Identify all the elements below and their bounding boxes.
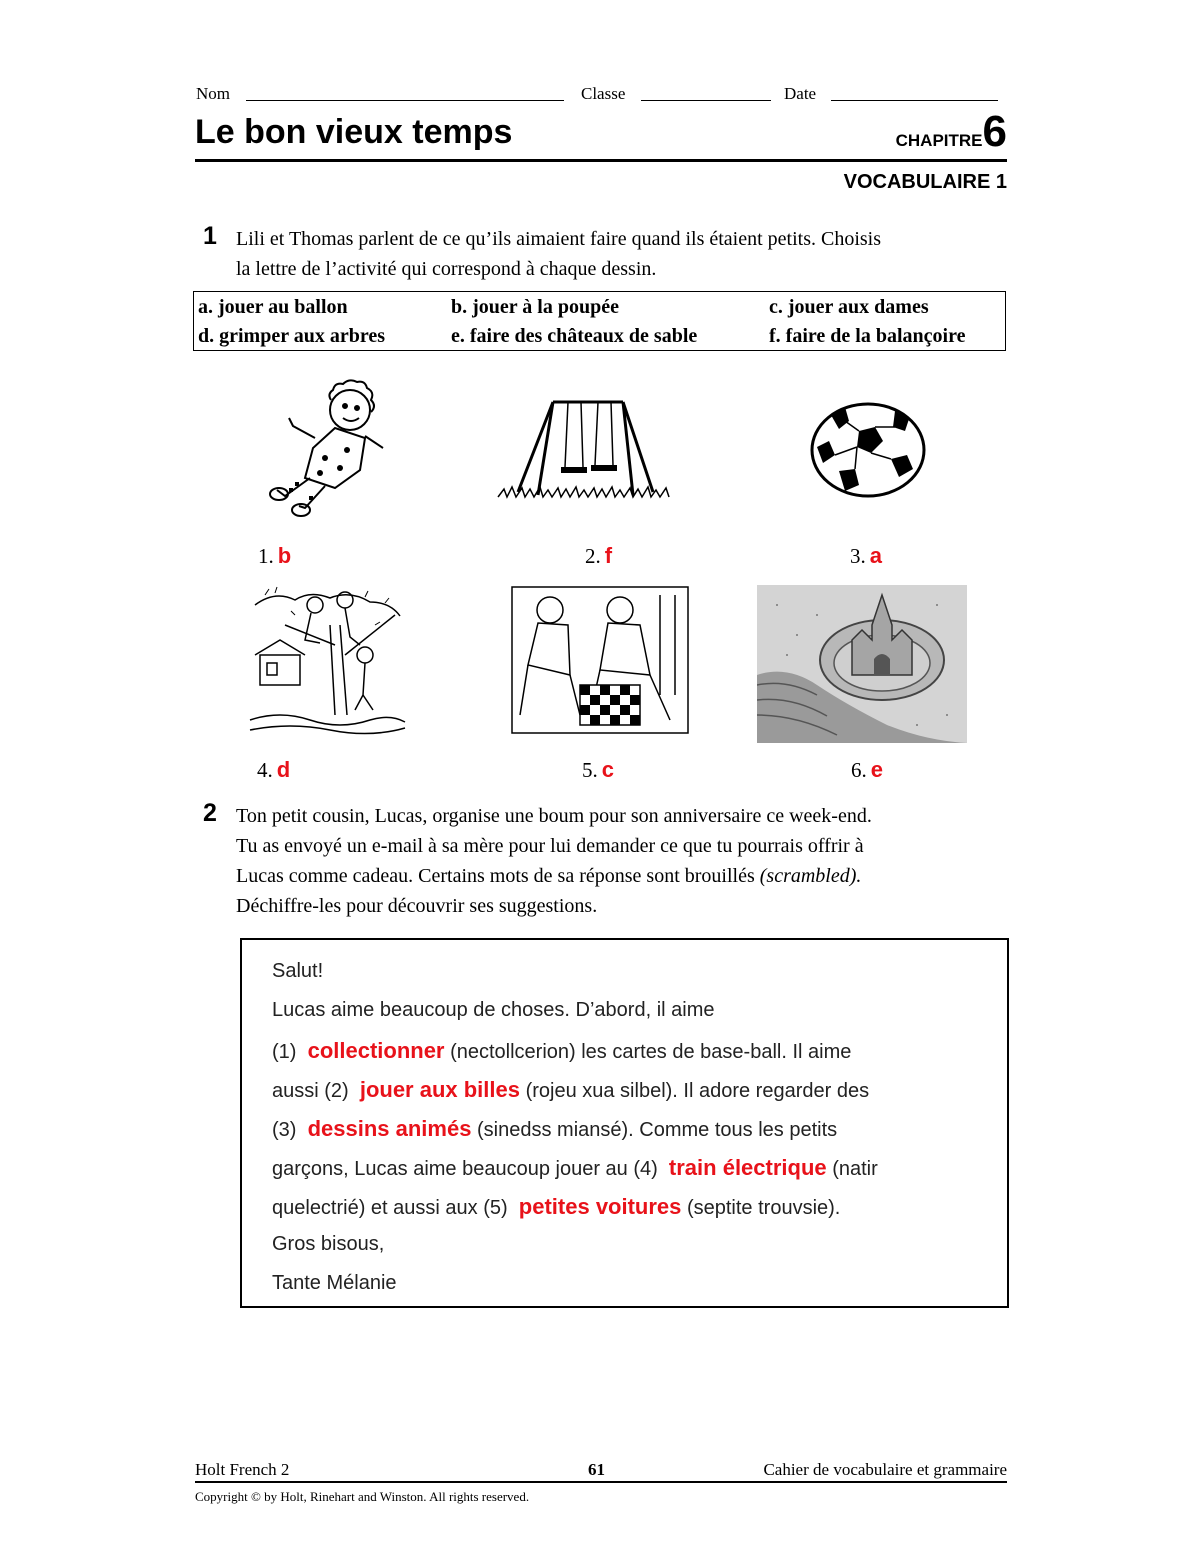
footer-workbook-title: Cahier de vocabulaire et grammaire [763, 1460, 1007, 1479]
exercise-1-instructions [236, 224, 881, 284]
letter-text: aussi (2) [272, 1080, 349, 1102]
item-1 [258, 543, 291, 569]
item-number: 4. [257, 758, 273, 782]
exercise-2-number: 2 [203, 799, 217, 827]
instructions-line: Tu as envoyé un e-mail à sa mère pour lui demander ce que tu pourrais offrir à [236, 835, 864, 857]
letter-line [272, 1077, 869, 1103]
answer-train-electrique[interactable]: train électrique [668, 1155, 827, 1180]
footer-rule [195, 1481, 1007, 1483]
letter-text: (natir [832, 1158, 878, 1180]
page-number: 61 [588, 1460, 605, 1479]
copyright-notice: Copyright © by Holt, Rinehart and Winston. All rights reserved. [195, 1489, 530, 1504]
answer-value[interactable]: d [276, 757, 291, 782]
letter-line: Lucas aime beaucoup de choses. D’abord, il aime [272, 999, 715, 1021]
instructions-text: Lucas comme cadeau. Certains mots de sa réponse sont brouillés [236, 865, 755, 887]
instructions-line: la lettre de l’activité qui correspond à chaque dessin. [236, 258, 657, 280]
answer-collectionner[interactable]: collectionner [307, 1038, 445, 1063]
letter-greeting: Salut! [272, 960, 324, 982]
choice-d: d. grimper aux arbres [198, 325, 386, 347]
letter-signature: Tante Mélanie [272, 1272, 397, 1294]
rag-doll-drawing [265, 378, 395, 523]
section-heading: VOCABULAIRE 1 [843, 171, 1007, 193]
letter-text: (3) [272, 1119, 297, 1141]
item-number: 1. [258, 544, 274, 568]
email-letter-box [240, 938, 1009, 1308]
children-in-tree-drawing [245, 585, 410, 740]
title-rule [195, 159, 1007, 162]
answer-dessins-animes[interactable]: dessins animés [307, 1116, 472, 1141]
exercise-2-instructions [236, 801, 872, 921]
classe-field[interactable] [641, 100, 771, 101]
nom-field[interactable] [246, 100, 564, 101]
answer-value[interactable]: e [870, 757, 883, 782]
letter-text: (nectollcerion) les cartes de base-ball. Il aime [450, 1041, 852, 1063]
item-3 [850, 543, 882, 569]
choices-table [193, 291, 1006, 351]
instructions-line: Ton petit cousin, Lucas, organise une boum pour son anniversaire ce week-end. [236, 805, 872, 827]
answer-value[interactable]: a [869, 543, 882, 568]
answer-value[interactable]: c [601, 757, 614, 782]
item-4 [257, 757, 290, 783]
choices-row [194, 321, 1006, 351]
page-title: Le bon vieux temps [195, 113, 513, 151]
classe-label: Classe [581, 84, 626, 103]
instructions-line [236, 861, 872, 891]
item-number: 2. [585, 544, 601, 568]
date-label: Date [784, 84, 817, 103]
item-2 [585, 543, 612, 569]
answer-petites-voitures[interactable]: petites voitures [518, 1194, 682, 1219]
letter-text: quelectrié) et aussi aux (5) [272, 1197, 508, 1219]
checkers-game-drawing [510, 585, 690, 735]
chapter-label: CHAPITRE [895, 131, 983, 150]
item-6 [851, 757, 883, 783]
item-5 [582, 757, 614, 783]
answer-jouer-aux-billes[interactable]: jouer aux billes [359, 1077, 520, 1102]
letter-line [272, 1155, 878, 1181]
letter-line [272, 1194, 840, 1220]
choice-a: a. jouer au ballon [198, 296, 348, 318]
choice-f: f. faire de la balançoire [769, 325, 966, 347]
answer-value[interactable]: f [604, 543, 613, 568]
choice-e: e. faire des châteaux de sable [451, 325, 698, 347]
letter-text: (septite trouvsie). [686, 1197, 841, 1219]
scrambled-note: (scrambled). [759, 865, 862, 887]
item-number: 3. [850, 544, 866, 568]
instructions-line: Lili et Thomas parlent de ce qu’ils aimaient faire quand ils étaient petits. Choisis [236, 228, 882, 250]
footer-book-title: Holt French 2 [195, 1460, 290, 1479]
letter-line [272, 1038, 851, 1064]
letter-line [272, 1116, 837, 1142]
swing-set-drawing [493, 397, 683, 507]
nom-label: Nom [196, 84, 230, 103]
soccer-ball-drawing [809, 401, 927, 499]
letter-text: (1) [272, 1041, 297, 1063]
choices-row [194, 292, 1006, 322]
sandcastle-drawing [757, 585, 967, 743]
date-field[interactable] [831, 100, 998, 101]
chapter-heading [895, 107, 1007, 156]
choice-c: c. jouer aux dames [769, 296, 929, 318]
item-number: 5. [582, 758, 598, 782]
instructions-line: Déchiffre-les pour découvrir ses suggestions. [236, 895, 598, 917]
chapter-number: 6 [982, 107, 1007, 156]
choice-b: b. jouer à la poupée [451, 296, 619, 318]
letter-text: (sinedss miansé). Comme tous les petits [477, 1119, 838, 1141]
letter-text: garçons, Lucas aime beaucoup jouer au (4) [272, 1158, 658, 1180]
letter-text: (rojeu xua silbel). Il adore regarder des [525, 1080, 870, 1102]
exercise-1-number: 1 [203, 222, 217, 250]
answer-value[interactable]: b [277, 543, 292, 568]
letter-closing: Gros bisous, [272, 1233, 385, 1255]
item-number: 6. [851, 758, 867, 782]
